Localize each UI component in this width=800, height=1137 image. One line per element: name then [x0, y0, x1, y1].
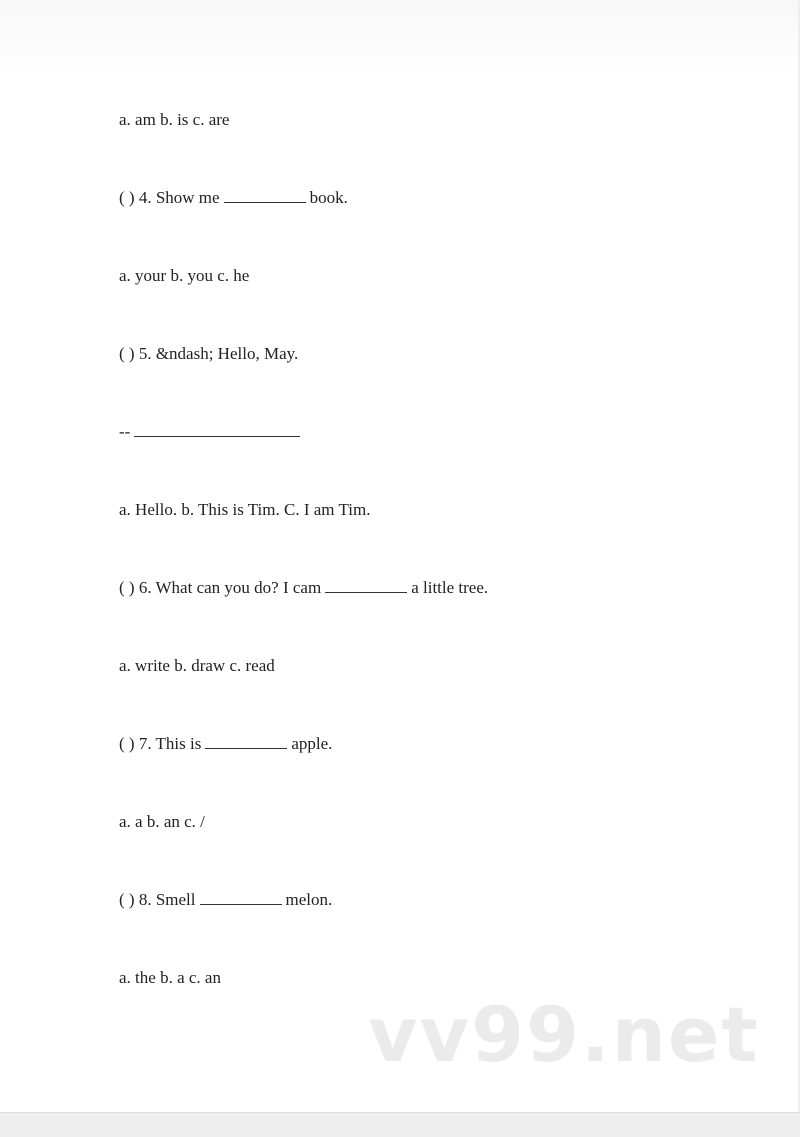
options-text: a. a b. an c. /: [119, 812, 205, 831]
options-text: a. Hello. b. This is Tim. C. I am Tim.: [119, 500, 371, 519]
answer-blank: [325, 578, 407, 593]
question-text-end: melon.: [285, 890, 333, 909]
question-text-end: apple.: [291, 734, 333, 753]
question-7: [102, 714, 332, 774]
page-top-shade: [0, 0, 800, 72]
response-line: [102, 402, 304, 462]
options-line-8: [102, 948, 221, 1008]
watermark: vv99.net: [368, 990, 760, 1079]
answer-blank: [134, 422, 300, 437]
question-5: [102, 324, 298, 384]
answer-blank: [205, 734, 287, 749]
question-6: [102, 558, 488, 618]
question-text: ( ) 5. &ndash; Hello, May.: [119, 344, 299, 363]
question-text: ( ) 6. What can you do? I cam: [119, 578, 322, 597]
answer-blank: [200, 890, 282, 905]
page-bottom-bar: [0, 1112, 800, 1137]
answer-blank: [224, 188, 306, 203]
options-text: a. write b. draw c. read: [119, 656, 275, 675]
question-4: [102, 168, 348, 228]
options-line-3: [102, 90, 229, 150]
options-text: a. am b. is c. are: [119, 110, 230, 129]
options-text: a. the b. a c. an: [119, 968, 221, 987]
options-line-6: [102, 636, 275, 696]
dash-text: --: [119, 422, 131, 441]
question-8: [102, 870, 332, 930]
question-text-end: a little tree.: [411, 578, 489, 597]
question-text: ( ) 7. This is: [119, 734, 202, 753]
options-line-4: [102, 246, 249, 306]
question-text-end: book.: [309, 188, 348, 207]
options-line-5: [102, 480, 370, 540]
options-line-7: [102, 792, 205, 852]
question-text: ( ) 8. Smell: [119, 890, 196, 909]
question-text: ( ) 4. Show me: [119, 188, 220, 207]
options-text: a. your b. you c. he: [119, 266, 250, 285]
